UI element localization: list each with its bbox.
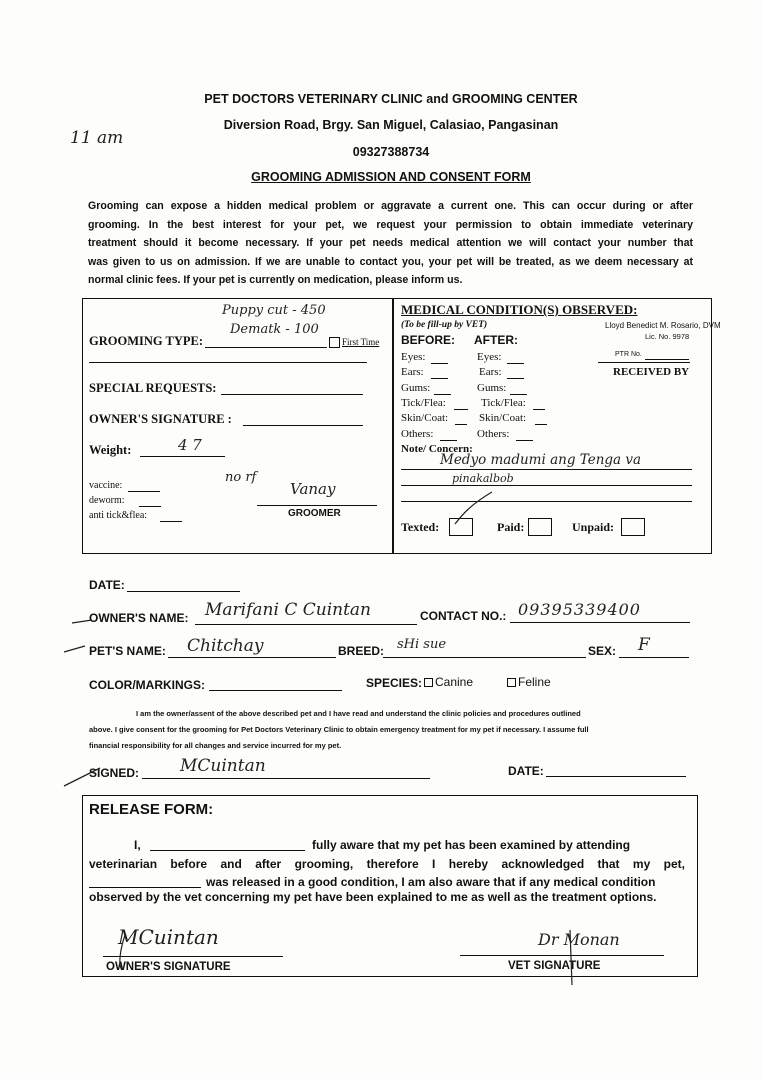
color-markings-label: COLOR/MARKINGS: (89, 678, 205, 692)
vaccine-note: no rf (225, 470, 257, 485)
owner-sig-value: MCuintan (118, 925, 219, 949)
owner-name-value: Marifani C Cuintan (205, 600, 371, 620)
grooming-type-value-1: Puppy cut - 450 (222, 303, 326, 318)
antitick-label: anti tick&flea: (89, 510, 148, 521)
signed-date-label: DATE: (508, 764, 544, 778)
weight-value: 4 7 (178, 436, 202, 454)
owner-signature-label: OWNER'S SIGNATURE : (89, 412, 232, 426)
pen-stroke-texted (455, 492, 492, 524)
row-label: Skin/Coat: (479, 412, 527, 424)
form-title: GROOMING ADMISSION AND CONSENT FORM (251, 170, 531, 184)
margin-note: 11 am (70, 128, 124, 148)
intro-line: normal clinic fees. If your pet is currently on medication, please inform us. (88, 274, 463, 287)
pen-stroke-owner (72, 620, 92, 623)
row-label: Others: (477, 428, 510, 440)
feline-label: Feline (518, 675, 551, 689)
note-concern-label: Note/ Concern: (401, 443, 473, 455)
canine-label: Canine (435, 675, 474, 689)
row-label: Tick/Flea: (481, 397, 526, 409)
clinic-name: PET DOCTORS VETERINARY CLINIC and GROOMING CENTER (204, 92, 578, 106)
grooming-type-value-2: Dematk - 100 (230, 322, 319, 337)
medical-title: MEDICAL CONDITION(S) OBSERVED: (401, 302, 638, 317)
ptr-label: PTR No. (615, 351, 642, 358)
row-label: Others: (401, 428, 434, 440)
vet-sig-value: Dr Monan (538, 930, 620, 949)
note-line-2: pinakalbob (452, 472, 514, 485)
paid-label: Paid: (497, 520, 525, 534)
before-label: BEFORE: (401, 333, 455, 347)
contact-value: 09395339400 (518, 600, 641, 619)
intro-line: Grooming can expose a hidden medical problem or aggravate a current one. This can occur during or after (88, 200, 693, 212)
first-time-label: First Time (342, 337, 380, 347)
weight-label: Weight: (89, 443, 132, 457)
special-requests-label: SPECIAL REQUESTS: (89, 381, 217, 395)
pet-name-label: PET'S NAME: (89, 644, 166, 658)
consent-line: I am the owner/assent of the above described pet and I have read and understand the clinic policies and procedures outlined (136, 709, 581, 718)
vaccine-label: vaccine: (89, 480, 123, 491)
grooming-type-label: GROOMING TYPE: (89, 334, 204, 348)
note-line-1: Medyo madumi ang Tenga va (440, 452, 642, 468)
received-by-label: RECEIVED BY (613, 366, 690, 378)
after-label: AFTER: (474, 333, 518, 347)
contact-label: CONTACT NO.: (420, 609, 507, 623)
species-label: SPECIES: (366, 676, 423, 690)
date-label: DATE: (89, 578, 125, 592)
release-line4: observed by the vet concerning my pet have been explained to me as well as the treatment options. (89, 890, 657, 904)
release-line1: fully aware that my pet has been examined by attending (312, 838, 631, 852)
row-label: Gums: (477, 382, 507, 394)
release-form-title: RELEASE FORM: (89, 801, 214, 818)
release-line3: was released in a good condition, I am also aware that if any medical condition (206, 875, 656, 889)
pen-stroke-owner-sig (120, 935, 125, 970)
row-label: Eyes: (401, 351, 426, 363)
pet-name-value: Chitchay (187, 636, 264, 656)
pen-stroke-pet (64, 646, 85, 652)
owner-name-label: OWNER'S NAME: (89, 611, 189, 625)
groomer-label: GROOMER (288, 508, 341, 519)
owner-sig-label: OWNER'S SIGNATURE (106, 961, 231, 973)
consent-line: financial responsibility for all changes and service incurred for my pet. (89, 741, 342, 750)
intro-line: treatment should it become necessary. If your pet needs medical attention we will contact your number that (88, 237, 693, 250)
vet-stamp-lic: Lic. No. 9978 (645, 332, 690, 341)
groomer-name: Vanay (290, 480, 336, 498)
medical-subtitle: (To be fill-up by VET) (401, 320, 488, 330)
sex-label: SEX: (588, 644, 617, 658)
release-line2: veterinarian before and after grooming, therefore I hereby acknowledged that my pet, (89, 857, 685, 871)
sex-value: F (638, 635, 650, 655)
texted-label: Texted: (401, 520, 440, 534)
clinic-address: Diversion Road, Brgy. San Miguel, Calasiao, Pangasinan (223, 118, 559, 132)
row-label: Tick/Flea: (401, 397, 446, 409)
pen-stroke-vet (570, 930, 572, 985)
row-label: Eyes: (477, 351, 502, 363)
clinic-phone: 09327388734 (352, 145, 430, 159)
release-line1-prefix: I, (134, 838, 141, 852)
row-label: Skin/Coat: (401, 412, 449, 424)
intro-line: grooming. In the best interest for your pet, we request your permission to obtain immediate veterinary (88, 218, 693, 231)
deworm-label: deworm: (89, 495, 125, 506)
breed-value: sHi sue (397, 637, 447, 652)
unpaid-label: Unpaid: (572, 520, 615, 534)
pen-stroke-signed (64, 768, 100, 786)
consent-line: above. I give consent for the grooming for Pet Doctors Veterinary Clinic to obtain emergency treatment for my pet if necessary. I assume full (89, 725, 589, 734)
signed-value: MCuintan (180, 756, 266, 776)
vet-sig-label: VET SIGNATURE (508, 960, 601, 972)
signed-label: SIGNED: (89, 766, 140, 780)
breed-label: BREED: (338, 644, 385, 658)
vet-stamp-name: Lloyd Benedict M. Rosario, DVM (605, 321, 721, 330)
row-label: Ears: (401, 366, 424, 378)
row-label: Ears: (479, 366, 502, 378)
intro-line: was given to us on admission. If we are unable to contact you, your pet will be treated, as we deem necessary at (88, 255, 693, 268)
row-label: Gums: (401, 382, 431, 394)
